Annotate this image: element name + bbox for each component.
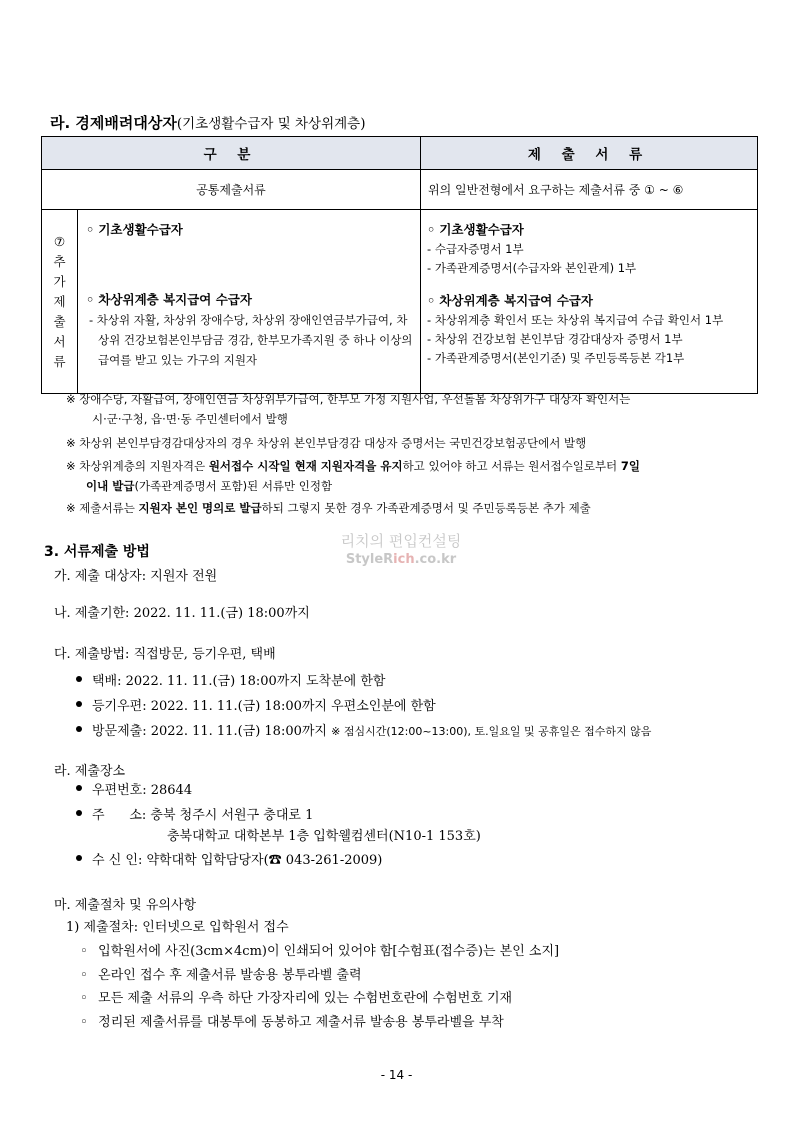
circle-bullet-icon: ◦	[80, 991, 88, 1006]
left-near-title: ◦ 차상위계층 복지급여 수급자	[86, 292, 252, 307]
side-label-char: 류	[53, 353, 66, 369]
circle-bullet-icon: ◦	[80, 968, 88, 983]
note-3-part: (가족관계증명서 포함)된 서류만 인정함	[134, 479, 333, 493]
bullet-icon	[76, 701, 82, 707]
list-item	[80, 989, 512, 1009]
left-basic-title: ◦ 기초생활수급자	[86, 222, 183, 237]
list-item	[76, 697, 436, 717]
table-row-common	[42, 170, 758, 210]
list-item-text: 등기우편: 2022. 11. 11.(금) 18:00까지 우편소인분에 한함	[92, 699, 436, 714]
extra-left-cell	[78, 210, 421, 394]
side-label-char: 출	[53, 313, 66, 329]
circle-bullet-icon: ◦	[80, 944, 88, 959]
item-ma: 마. 제출절차 및 유의사항	[54, 898, 197, 913]
right-near-item: - 차상위계층 확인서 또는 차상위 복지급여 수급 확인서 1부	[427, 313, 724, 327]
note-1-cont: 시·군·구청, 읍·면·동 주민센터에서 발행	[92, 412, 288, 426]
side-label-char: 추	[53, 253, 66, 269]
note-3-bold: 이내 발급	[86, 479, 135, 493]
item-na: 나. 제출기한: 2022. 11. 11.(금) 18:00까지	[54, 606, 310, 621]
bullet-icon	[76, 726, 82, 732]
bullet-icon	[76, 785, 82, 791]
common-value: 위의 일반전형에서 요구하는 제출서류 중 ① ~ ⑥	[421, 170, 758, 210]
side-label-char: 서	[53, 333, 66, 349]
section-ra-title: 라. 경제배려대상자	[50, 114, 177, 132]
section-3-title: 3. 서류제출 방법	[44, 544, 150, 560]
side-label-char: 가	[53, 273, 66, 289]
list-item	[76, 851, 382, 871]
item-ga: 가. 제출 대상자: 지원자 전원	[54, 569, 218, 584]
watermark-url-part: ich	[393, 552, 415, 567]
list-item-text: 온라인 접수 후 제출서류 발송용 봉투라벨 출력	[98, 968, 362, 983]
list-item-note: ※ 점심시간(12:00~13:00), 토.일요일 및 공휴일은 접수하지 않음	[331, 725, 652, 738]
right-basic-item: - 가족관계증명서(수급자와 본인관계) 1부	[427, 261, 637, 275]
extra-side-label	[42, 210, 78, 394]
list-item	[76, 722, 651, 742]
bullet-icon	[76, 810, 82, 816]
item-da: 다. 제출방법: 직접방문, 등기우편, 택배	[54, 647, 276, 662]
list-item-text: 모든 제출 서류의 우측 하단 가장자리에 있는 수험번호란에 수험번호 기재	[98, 991, 513, 1006]
list-item	[76, 672, 385, 692]
list-item-text: 우편번호: 28644	[92, 783, 193, 798]
list-item-text: 입학원서에 사진(3cm×4cm)이 인쇄되어 있어야 함[수험표(접수증)는 본인 소지]	[98, 944, 560, 959]
right-near-item: - 차상위 건강보험 본인부담 경감대상자 증명서 1부	[427, 332, 683, 346]
list-item	[76, 781, 192, 801]
header-category: 구 분	[42, 137, 421, 170]
item-ra: 라. 제출장소	[54, 764, 126, 779]
note-3	[66, 456, 640, 476]
note-3-part: 하고 있어야 하고 서류는 원서접수일로부터	[402, 459, 621, 473]
bullet-icon	[76, 855, 82, 861]
list-item-text: 정리된 제출서류를 대봉투에 동봉하고 제출서류 발송용 봉투라벨을 부착	[98, 1015, 504, 1030]
right-basic-title: ◦ 기초생활수급자	[427, 222, 524, 237]
note-3-cont	[86, 476, 332, 496]
circle-bullet-icon: ◦	[80, 1015, 88, 1030]
list-item-text: 수 신 인: 약학대학 입학담당자(☎ 043-261-2009)	[92, 853, 383, 868]
table-header-row	[42, 137, 758, 170]
documents-table	[41, 136, 758, 394]
side-label-char: 제	[53, 293, 66, 309]
section-heading-ra	[50, 112, 366, 133]
note-3-bold: 7일	[620, 459, 640, 473]
list-item	[80, 966, 362, 986]
list-item	[80, 1013, 504, 1033]
left-near-desc: - 차상위 자활, 차상위 장애수당, 차상위 장애인연금부가급여, 차상위 건강보험본인부담금 경감, 한부모가족지원 중 하나 이상의 급여를 받고 있는 가구의 지원자	[89, 313, 413, 367]
side-label-char: ⑦	[53, 233, 66, 249]
note-4-bold: 지원자 본인 명의로 발급	[138, 501, 262, 515]
list-item	[76, 806, 313, 826]
note-2: ※ 차상위 본인부담경감대상자의 경우 차상위 본인부담경감 대상자 증명서는 국민건강보험공단에서 발행	[66, 436, 587, 450]
right-near-item: - 가족관계증명서(본인기준) 및 주민등록등본 각1부	[427, 351, 685, 365]
item-ma-1: 1) 제출절차: 인터넷으로 입학원서 접수	[66, 920, 289, 935]
extra-right-cell	[421, 210, 758, 394]
list-item-text: 주 소: 충북 청주시 서원구 충대로 1	[92, 808, 314, 823]
list-item-text: 방문제출: 2022. 11. 11.(금) 18:00까지	[92, 724, 332, 739]
page-number: - 14 -	[380, 1068, 413, 1082]
address-line-2: 충북대학교 대학본부 1층 입학웰컴센터(N10-1 153호)	[167, 829, 481, 844]
table-row-extra	[42, 210, 758, 394]
right-near-title: ◦ 차상위계층 복지급여 수급자	[427, 293, 593, 308]
bullet-icon	[76, 676, 82, 682]
section-ra-subtitle: (기초생활수급자 및 차상위계층)	[176, 116, 366, 132]
note-3-part: ※ 차상위계층의 지원자격은	[66, 459, 209, 473]
watermark-url-part: StyleR	[345, 552, 394, 567]
note-4	[66, 498, 591, 518]
note-4-part: ※ 제출서류는	[66, 501, 139, 515]
list-item	[80, 942, 559, 962]
common-label: 공통제출서류	[42, 170, 421, 210]
list-item-text: 택배: 2022. 11. 11.(금) 18:00까지 도착분에 한함	[92, 674, 386, 689]
watermark-url	[326, 551, 476, 569]
watermark	[326, 531, 476, 569]
watermark-text: 리치의 편입컨설팅	[340, 532, 462, 550]
note-3-bold: 원서접수 시작일 현재 지원자격을 유지	[208, 459, 403, 473]
watermark-url-part: .co.kr	[414, 552, 457, 567]
right-basic-item: - 수급자증명서 1부	[427, 242, 524, 256]
note-1: ※ 장애수당, 자활급여, 장애인연금 차상위부가급여, 한부모 가정 지원사업, 우선돌봄 차상위가구 대상자 확인서는	[66, 392, 631, 406]
header-documents: 제 출 서 류	[421, 137, 758, 170]
note-4-part: 하되 그렇지 못한 경우 가족관계증명서 및 주민등록등본 추가 제출	[261, 501, 591, 515]
